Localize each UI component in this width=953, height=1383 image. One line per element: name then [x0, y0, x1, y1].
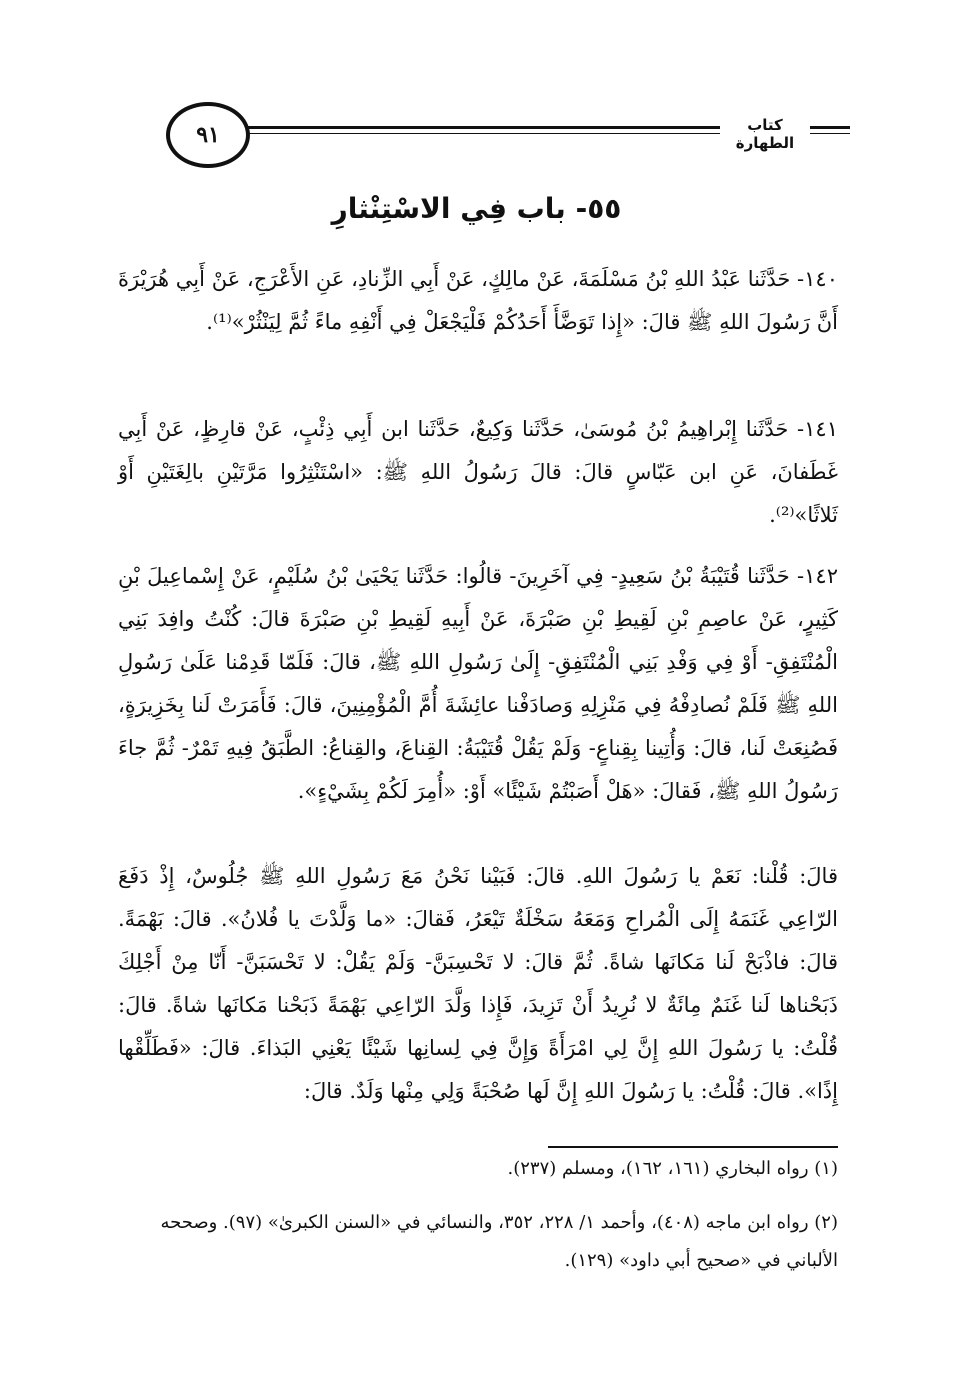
header-rule-right	[810, 126, 850, 134]
page-header	[120, 96, 840, 172]
hadith-141: ١٤١- حَدَّثَنا إِبْراهِيمُ بْنُ مُوسَىٰ، حَدَّثَنا وَكِيعٌ، حَدَّثَنا ابن أَبِي ذِئْبٍ، عَنْ قارِظٍ، عَنْ أَبِي غَطَفانَ، عَنِ ابن عَبّاسٍ قالَ: قالَ رَسُولُ اللهِ ﷺ: «اسْتَنْثِرُوا مَرَّتَيْنِ بالِغَتَيْنِ أَوْ ثَلاثًا»⁽²⁾.	[118, 417, 838, 527]
hadith-142-continuation: قالَ: قُلْنا: نَعَمْ يا رَسُولَ اللهِ. قالَ: فَبَيْنا نَحْنُ مَعَ رَسُولِ اللهِ ﷺ جُلُوسٌ، إِذْ دَفَعَ الرّاعِي غَنَمَهُ إِلَى الْمُراحِ وَمَعَهُ سَخْلَةٌ تَيْعَرُ، فَقالَ: «ما وَلَّدْتَ يا فُلانُ». قالَ: بَهْمَةً. قالَ: فاذْبَحْ لَنا مَكانَها شاةً. ثُمَّ قالَ: لا تَحْسِبَنَّ- وَلَمْ يَقُلْ: لا تَحْسَبَنَّ- أَنّا مِنْ أَجْلِكَ ذَبَحْناها لَنا غَنَمٌ مِائَةٌ لا نُرِيدُ أَنْ تَزِيدَ، فَإِذا وَلَّدَ الرّاعِي بَهْمَةً ذَبَحْنا مَكانَها شاةً. قالَ: قُلْتُ: يا رَسُولَ اللهِ إِنَّ لِي امْرَأَةً وَإِنَّ فِي لِسانِها شَيْئًا يَعْنِي البَذاءَ. قالَ: «فَطَلِّقْها إِذًا». قالَ: قُلْتُ: يا رَسُولَ اللهِ إِنَّ لَها صُحْبَةً وَلِي مِنْها وَلَدٌ. قالَ:	[118, 864, 838, 1103]
footnote-separator	[548, 1146, 838, 1148]
header-rule-left	[220, 126, 720, 134]
footnote-2: (٢) رواه ابن ماجه (٤٠٨)، وأحمد ١/ ٢٢٨، ٣٥٢، والنسائي في «السنن الكبرىٰ» (٩٧). وصححه الألباني في «صحيح أبي داود» (١٢٩).	[160, 1212, 838, 1271]
hadith-140: ١٤٠- حَدَّثَنا عَبْدُ اللهِ بْنُ مَسْلَمَةَ، عَنْ مالِكٍ، عَنْ أَبِي الزِّنادِ، عَنِ الأَعْرَجِ، عَنْ أَبِي هُرَيْرَةَ أَنَّ رَسُولَ اللهِ ﷺ قالَ: «إِذا تَوَضَّأَ أَحَدُكُمْ فَلْيَجْعَلْ فِي أَنْفِهِ ماءً ثُمَّ لِيَنْثُرْ»⁽¹⁾.	[118, 267, 838, 334]
chapter-title: ٥٥- باب فِي الاسْتِنْثارِ	[331, 192, 622, 225]
footnote-1: (١) رواه البخاري (١٦١، ١٦٢)، ومسلم (٢٣٧).	[507, 1158, 838, 1179]
running-title: كتاب الطهارة	[735, 116, 795, 152]
page-number: ٩١	[166, 102, 250, 168]
hadith-142: ١٤٢- حَدَّثَنا قُتَيْبَةُ بْنُ سَعِيدٍ- فِي آخَرِينَ- قالُوا: حَدَّثَنا يَحْيَىٰ بْنُ سُلَيْمٍ، عَنْ إِسْماعِيلَ بْنِ كَثِيرٍ، عَنْ عاصِمِ بْنِ لَقِيطِ بْنِ صَبْرَةَ، عَنْ أَبِيهِ لَقِيطِ بْنِ صَبْرَةَ قالَ: كُنْتُ وافِدَ بَنِي الْمُنْتَفِقِ- أَوْ فِي وَفْدِ بَنِي الْمُنْتَفِقِ- إِلَىٰ رَسُولِ اللهِ ﷺ، قالَ: فَلَمّا قَدِمْنا عَلَىٰ رَسُولِ اللهِ ﷺ فَلَمْ نُصادِفْهُ فِي مَنْزِلِهِ وَصادَفْنا عائِشَةَ أُمَّ الْمُؤْمِنِينَ، قالَ: فَأَمَرَتْ لَنا بِخَزِيرَةٍ، فَصُنِعَتْ لَنا، قالَ: وَأُتِينا بِقِناعٍ- وَلَمْ يَقُلْ قُتَيْبَةُ: القِناعَ، والقِناعُ: الطَّبَقُ فِيهِ تَمْرٌ- ثُمَّ جاءَ رَسُولُ اللهِ ﷺ، فَقالَ: «هَلْ أَصَبْتُمْ شَيْئًا» أَوْ: «أُمِرَ لَكُمْ بِشَيْءٍ».	[118, 564, 838, 803]
